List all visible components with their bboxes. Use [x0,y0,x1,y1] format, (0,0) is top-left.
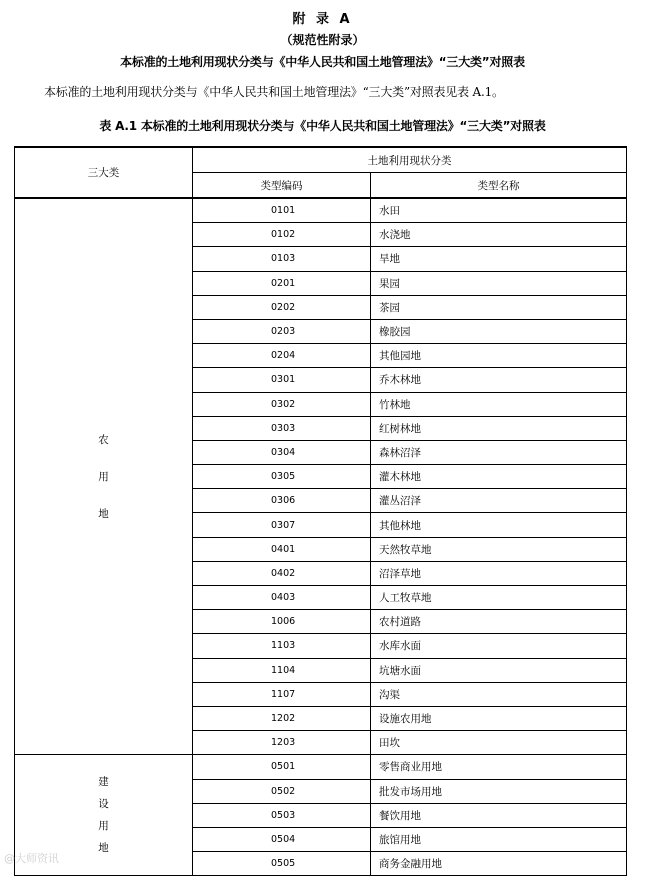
type-name-cell: 餐饮用地 [371,803,627,827]
type-name-cell: 水浇地 [371,223,627,247]
type-name-cell: 水库水面 [371,634,627,658]
type-code-cell: 0403 [193,586,371,610]
table-row [15,755,627,779]
type-code-cell: 0502 [193,779,371,803]
type-code-cell: 1103 [193,634,371,658]
type-code-cell: 1006 [193,610,371,634]
type-code-cell: 0505 [193,852,371,876]
type-code-cell: 0307 [193,513,371,537]
type-name-cell: 天然牧草地 [371,537,627,561]
type-name-cell: 坑塘水面 [371,658,627,682]
type-name-cell: 人工牧草地 [371,586,627,610]
type-code-cell: 1202 [193,706,371,730]
table-body [15,198,627,876]
type-code-cell: 0501 [193,755,371,779]
type-code-cell: 0201 [193,271,371,295]
category-char: 农 [98,434,109,447]
code-column-header: 类型编码 [193,173,371,199]
category-char: 地 [98,508,109,521]
classification-table [14,146,627,876]
name-column-header: 类型名称 [371,173,627,199]
type-code-cell: 0202 [193,295,371,319]
type-name-cell: 其他园地 [371,344,627,368]
category-column-header: 三大类 [15,147,193,198]
type-code-cell: 0101 [193,198,371,223]
type-name-cell: 零售商业用地 [371,755,627,779]
type-code-cell: 0305 [193,465,371,489]
type-name-cell: 茶园 [371,295,627,319]
type-code-cell: 1203 [193,731,371,755]
table-row [15,198,627,223]
type-name-cell: 设施农用地 [371,706,627,730]
type-name-cell: 旅馆用地 [371,827,627,851]
type-code-cell: 0203 [193,319,371,343]
type-code-cell: 1107 [193,682,371,706]
type-name-cell: 田坎 [371,731,627,755]
type-code-cell: 0503 [193,803,371,827]
type-name-cell: 其他林地 [371,513,627,537]
type-name-cell: 农村道路 [371,610,627,634]
type-code-cell: 0504 [193,827,371,851]
type-code-cell: 1104 [193,658,371,682]
type-code-cell: 0102 [193,223,371,247]
type-code-cell: 0304 [193,440,371,464]
appendix-heading: 附 录 A [292,12,353,27]
type-code-cell: 0303 [193,416,371,440]
type-name-cell: 乔木林地 [371,368,627,392]
type-code-cell: 0204 [193,344,371,368]
type-name-cell: 批发市场用地 [371,779,627,803]
category-char: 用 [98,820,109,833]
type-name-cell: 森林沼泽 [371,440,627,464]
type-name-cell: 沟渠 [371,682,627,706]
type-name-cell: 竹林地 [371,392,627,416]
category-char: 建 [98,776,109,789]
appendix-title: 本标准的土地利用现状分类与《中华人民共和国土地管理法》“三大类”对照表 [120,55,525,69]
type-code-cell: 0306 [193,489,371,513]
watermark: @大师资讯 [4,852,59,865]
type-code-cell: 0401 [193,537,371,561]
type-name-cell: 橡胶园 [371,319,627,343]
table-caption: 表 A.1 本标准的土地利用现状分类与《中华人民共和国土地管理法》“三大类”对照表 [99,119,546,133]
type-name-cell: 沼泽草地 [371,561,627,585]
type-code-cell: 0302 [193,392,371,416]
category-cell [15,198,193,755]
type-name-cell: 旱地 [371,247,627,271]
category-char: 设 [98,798,109,811]
category-char: 地 [98,842,109,855]
type-code-cell: 0103 [193,247,371,271]
type-name-cell: 灌木林地 [371,465,627,489]
type-name-cell: 商务金融用地 [371,852,627,876]
type-name-cell: 红树林地 [371,416,627,440]
classification-group-header: 土地利用现状分类 [193,147,627,173]
type-name-cell: 果园 [371,271,627,295]
type-name-cell: 灌丛沼泽 [371,489,627,513]
category-char: 用 [98,471,109,484]
type-name-cell: 水田 [371,198,627,223]
intro-paragraph: 本标准的土地利用现状分类与《中华人民共和国土地管理法》“三大类”对照表见表 A.1。 [44,85,504,99]
type-code-cell: 0402 [193,561,371,585]
type-code-cell: 0301 [193,368,371,392]
normative-label: （规范性附录） [280,33,365,47]
